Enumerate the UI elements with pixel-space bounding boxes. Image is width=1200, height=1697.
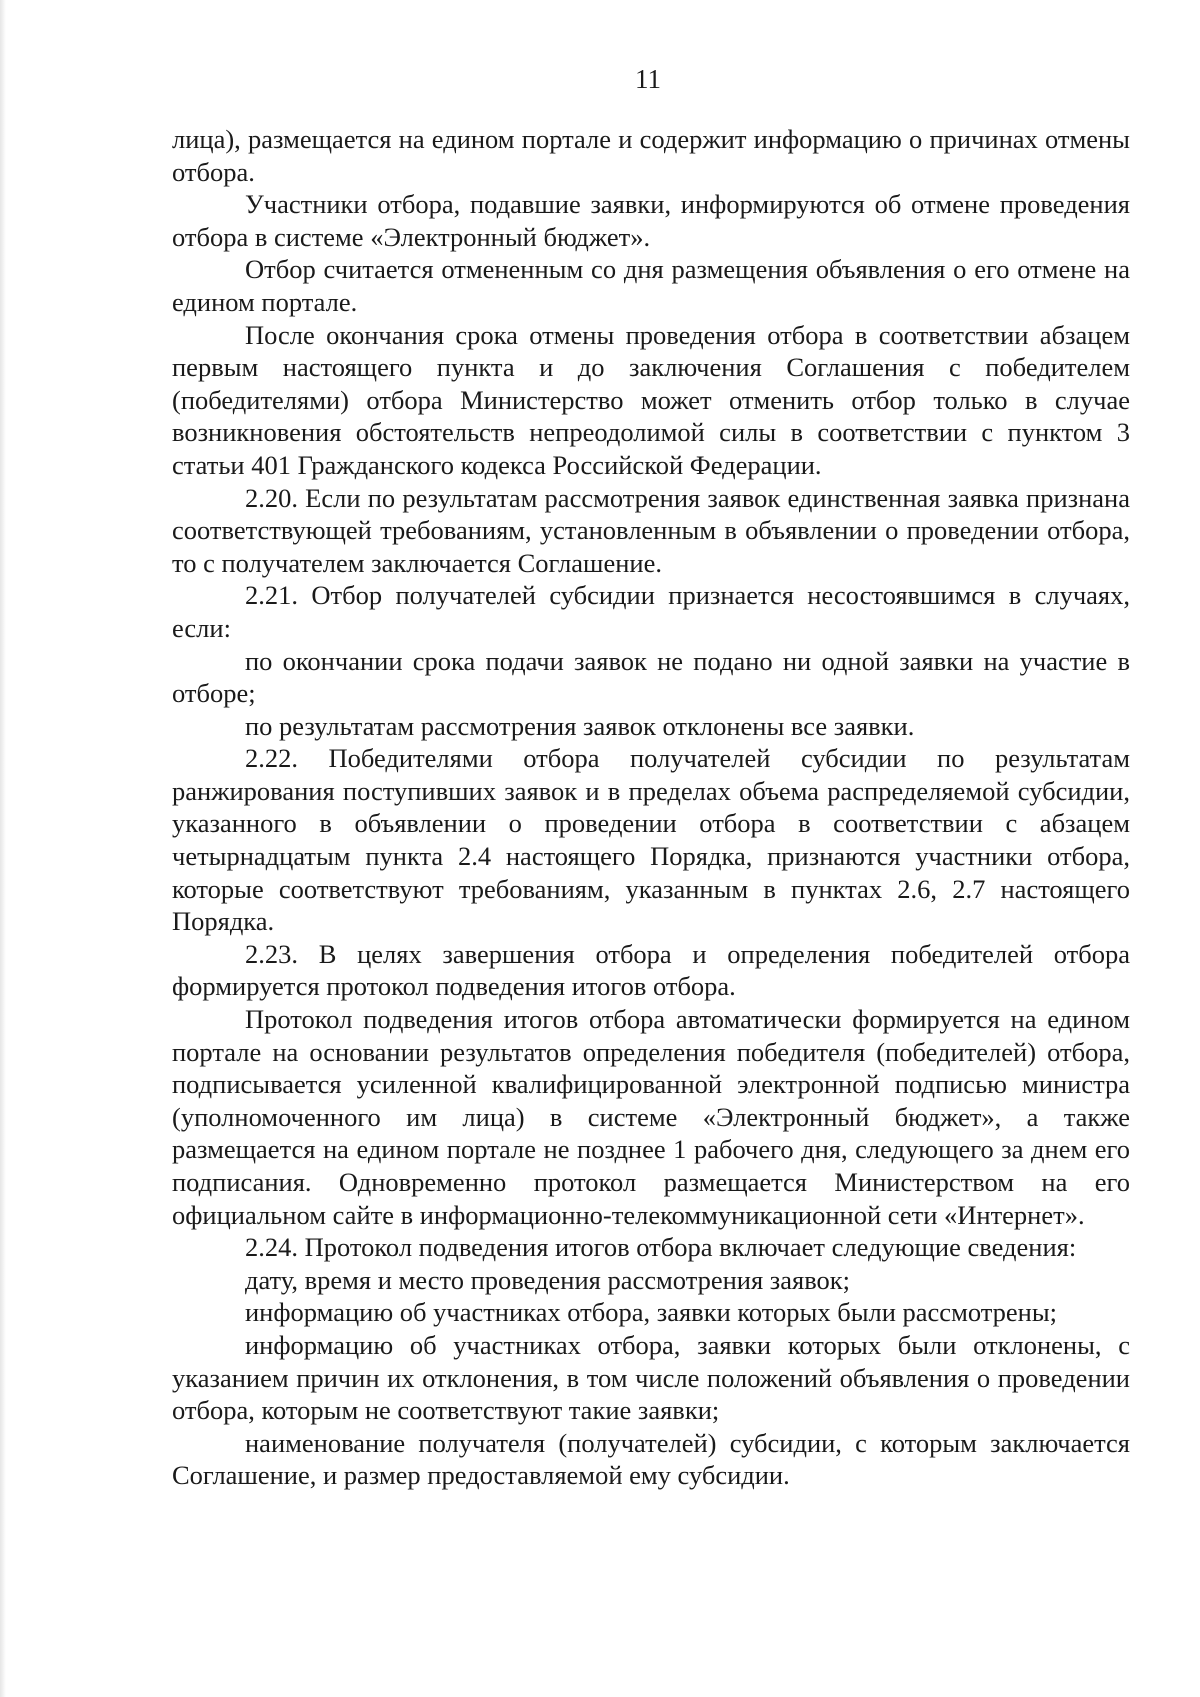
scan-edge (0, 0, 6, 1697)
page-number: 11 (635, 64, 661, 94)
paragraph: информацию об участниках отбора, заявки которых были отклонены, с указанием причин их отклонения, в том числе положений объявления о проведении отбора, которым не соответствуют такие заявки; (172, 1329, 1130, 1426)
paragraph: информацию об участниках отбора, заявки которых были рассмотрены; (245, 1297, 1058, 1328)
paragraph: 2.20. Если по результатам рассмотрения заявок единственная заявка признана соответствующей требованиям, установленным в объявлении о проведении отбора, то с получателем заключается Соглашение. (172, 482, 1130, 578)
document-body (172, 123, 1130, 1492)
paragraph: Протокол подведения итогов отбора автоматически формируется на едином портале на основании результатов определения победителя (победителей) отбора, подписывается усиленной квалифицированной электронной подписью министра (уполномоченного им лица) в системе «Электронный бюджет», а также размещается на едином портале не позднее 1 рабочего дня, следующего за днем его подписания. Одновременно протокол размещается Министерством на его официальном сайте в информационно-телекоммуникационной сети «Интернет». (172, 1004, 1130, 1230)
paragraph: 2.22. Победителями отбора получателей субсидии по результатам ранжирования поступивших заявок и в пределах объема распределяемой субсидии, указанного в объявлении о проведении отбора в соответствии с абзацем четырнадцатым пункта 2.4 настоящего Порядка, признаются участники отбора, которые соответствуют требованиям, указанным в пунктах 2.6, 2.7 настоящего Порядка. (172, 743, 1130, 937)
paragraph: 2.24. Протокол подведения итогов отбора включает следующие сведения: (245, 1232, 1077, 1263)
paragraph: После окончания срока отмены проведения отбора в соответствии абзацем первым настоящего пункта и до заключения Соглашения с победителем (победителями) отбора Министерство может отменить отбор только в случае возникновения обстоятельств непреодолимой силы в соответствии с пунктом 3 статьи 401 Гражданского кодекса Российской Федерации. (172, 319, 1130, 480)
paragraph: Отбор считается отмененным со дня размещения объявления о его отмене на едином портале. (172, 254, 1130, 317)
paragraph: по результатам рассмотрения заявок отклонены все заявки. (245, 710, 915, 741)
paragraph: лица), размещается на едином портале и содержит информацию о причинах отмены отбора. (172, 124, 1130, 187)
paragraph: наименование получателя (получателей) субсидии, с которым заключается Соглашение, и размер предоставляемой ему субсидии. (172, 1427, 1130, 1491)
paragraph: дату, время и место проведения рассмотрения заявок; (245, 1264, 851, 1295)
paragraph: 2.21. Отбор получателей субсидии признается несостоявшимся в случаях, если: (172, 580, 1130, 643)
paragraph: 2.23. В целях завершения отбора и определения победителей отбора формируется протокол подведения итогов отбора. (172, 938, 1130, 1002)
paragraph: Участники отбора, подавшие заявки, информируются об отмене проведения отбора в системе «Электронный бюджет». (172, 189, 1130, 252)
paragraph: по окончании срока подачи заявок не подано ни одной заявки на участие в отборе; (172, 645, 1130, 709)
